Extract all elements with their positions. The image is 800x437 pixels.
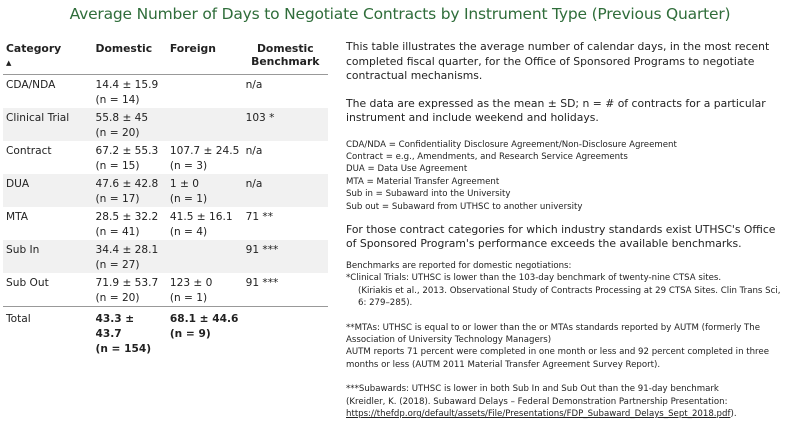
cell-foreign-value: (n = 1) [169,193,208,205]
definition-item: Sub in = Subaward into the University [346,189,511,200]
cell-domestic-value: 67.2 ± 55.3 [95,145,159,157]
cell-domestic-value: 14.4 ± 15.9 [95,79,159,91]
citation-end: ). [730,409,737,419]
cell-domestic-value: (n = 20) [95,292,140,304]
cell-domestic-value: 71.9 ± 53.7 [95,277,159,289]
cell-domestic [92,141,166,174]
cell-foreign-value: (n = 4) [169,226,208,238]
cell-category [3,174,92,207]
table-header-row [3,40,328,75]
sort-ascending-icon[interactable]: ▲ [6,59,12,67]
cell-foreign-value: 41.5 ± 16.1 [169,211,233,223]
definition-item: Contract = e.g., Amendments, and Research Service Agreements [346,151,628,162]
cell-category-value: Sub In [6,244,40,256]
benchmark-note-mta: **MTAs: UTHSC is equal to or lower than the or MTAs standards reported by AUTM (formerly The Association of University Technology Managers) [346,322,761,345]
cell-foreign [167,240,243,273]
cell-domestic [92,207,166,240]
cell-total-foreign-value: 68.1 ± 44.6 [169,313,239,325]
subaward-citation-text: (Kreidler, K. (2018). Subaward Delays – Federal Demonstration Partnership Presentation: [346,396,728,407]
benchmark-citation-subawards [346,396,786,421]
cell-benchmark-value: 91 *** [245,277,279,289]
cell-total-domestic [92,307,166,358]
description-intro: This table illustrates the average number of calendar days, in the most recent completed fiscal quarter, for the Office of Sponsored Programs to negotiate contractual mechanisms. [346,40,770,82]
definition-item: MTA = Material Transfer Agreement [346,176,500,187]
cell-domestic-value: (n = 15) [95,160,140,172]
cell-total-foreign [167,307,243,358]
cell-total-domestic-value: 43.3 ± 43.7 [95,313,135,340]
table-row [3,108,328,141]
fdp-presentation-link[interactable]: https://thefdp.org/default/assets/File/Presentations/FDP_Subaward_Delays_Sept_2018.pdf [346,409,731,419]
benchmark-notes [346,260,786,420]
cell-benchmark [243,75,328,109]
cell-category-value: DUA [6,178,30,190]
cell-foreign [167,75,243,109]
cell-category-value: Clinical Trial [6,112,70,124]
benchmark-summary: For those contract categories for which industry standards exist UTHSC's Office of Sponsored Program's performance exceeds the available benchmarks. [346,222,776,251]
cell-total-foreign-value: (n = 9) [169,328,211,340]
cell-foreign-value: 107.7 ± 24.5 [169,145,240,157]
cell-benchmark-value: n/a [245,145,263,157]
contracts-table [3,40,328,357]
cell-benchmark [243,174,328,207]
benchmark-note-mta-detail: AUTM reports 71 percent were completed in one month or less and 92 percent completed in three months or less (AUTM 2011 Material Transfer Agreement Survey Report). [346,347,769,370]
cell-benchmark [243,273,328,307]
cell-domestic-value: 47.6 ± 42.8 [95,178,159,190]
cell-domestic [92,174,166,207]
benchmark-citation-clinical: (Kiriakis et al., 2013. Observational Study of Contracts Processing at 29 CTSA Sites. Clin Trans Sci, 6: 279–285). [358,285,781,309]
cell-benchmark-value: 103 * [245,112,275,124]
benchmark-intro: Benchmarks are reported for domestic negotiations: [346,260,572,271]
table-row [3,75,328,109]
cell-domestic-value: 28.5 ± 32.2 [95,211,159,223]
cell-domestic-value: 55.8 ± 45 [95,112,149,124]
cell-benchmark [243,108,328,141]
description-data-format: The data are expressed as the mean ± SD; n = # of contracts for a particular instrument and include weekend and holidays. [346,96,766,124]
benchmark-note-clinical: *Clinical Trials: UTHSC is lower than the 103-day benchmark of twenty-nine CTSA sites. [346,273,722,284]
cell-benchmark-value: n/a [245,178,263,190]
cell-foreign [167,141,243,174]
table-row [3,240,328,273]
cell-category [3,207,92,240]
cell-total-benchmark [243,307,328,358]
cell-domestic-value: 34.4 ± 28.1 [95,244,159,256]
header-category[interactable] [3,40,92,75]
cell-total-domestic-value: (n = 154) [95,343,152,355]
cell-total-category-value: Total [6,313,31,325]
cell-category [3,273,92,307]
description-panel [346,40,786,420]
cell-benchmark [243,240,328,273]
header-domestic[interactable]: Domestic [95,42,153,55]
table-row [3,273,328,307]
table-row [3,207,328,240]
cell-foreign-value: (n = 1) [169,292,208,304]
cell-domestic-value: (n = 14) [95,94,140,106]
header-foreign[interactable]: Foreign [169,42,216,55]
definition-item: CDA/NDA = Confidentiality Disclosure Agreement/Non-Disclosure Agreement [346,139,677,150]
cell-domestic-value: (n = 41) [95,226,140,238]
cell-benchmark-value: 71 ** [245,211,274,223]
cell-category-value: CDA/NDA [6,79,56,91]
cell-category-value: MTA [6,211,29,223]
cell-category [3,108,92,141]
definition-item: Sub out = Subaward from UTHSC to another university [346,201,583,212]
cell-domestic [92,273,166,307]
table-row [3,141,328,174]
definition-item: DUA = Data Use Agreement [346,164,468,175]
cell-foreign [167,174,243,207]
cell-domestic [92,75,166,109]
cell-foreign-value: (n = 3) [169,160,208,172]
page-title: Average Number of Days to Negotiate Contracts by Instrument Type (Previous Quarter) [69,5,731,23]
cell-domestic-value: (n = 27) [95,259,140,271]
cell-category-value: Sub Out [6,277,49,289]
cell-benchmark-value: n/a [245,79,263,91]
cell-category [3,240,92,273]
cell-foreign [167,273,243,307]
cell-category [3,75,92,109]
header-benchmark-line2: Benchmark [251,55,320,68]
header-domestic-benchmark[interactable] [243,40,328,75]
benchmark-note-subawards: ***Subawards: UTHSC is lower in both Sub In and Sub Out than the 91-day benchmark [346,384,719,395]
cell-benchmark [243,207,328,240]
table-row [3,174,328,207]
cell-domestic-value: (n = 17) [95,193,140,205]
cell-category-value: Contract [6,145,52,157]
definitions-list [346,139,786,213]
cell-domestic [92,240,166,273]
cell-domestic [92,108,166,141]
cell-foreign-value: 123 ± 0 [169,277,213,289]
cell-foreign-value: 1 ± 0 [169,178,199,190]
cell-benchmark-value: 91 *** [245,244,279,256]
header-benchmark-line1: Domestic [256,42,314,55]
cell-foreign [167,207,243,240]
cell-total-category [3,307,92,358]
header-category-label: Category [6,42,62,55]
cell-category [3,141,92,174]
contracts-table-container [3,40,328,357]
cell-benchmark [243,141,328,174]
table-total-row [3,307,328,358]
cell-domestic-value: (n = 20) [95,127,140,139]
cell-foreign [167,108,243,141]
